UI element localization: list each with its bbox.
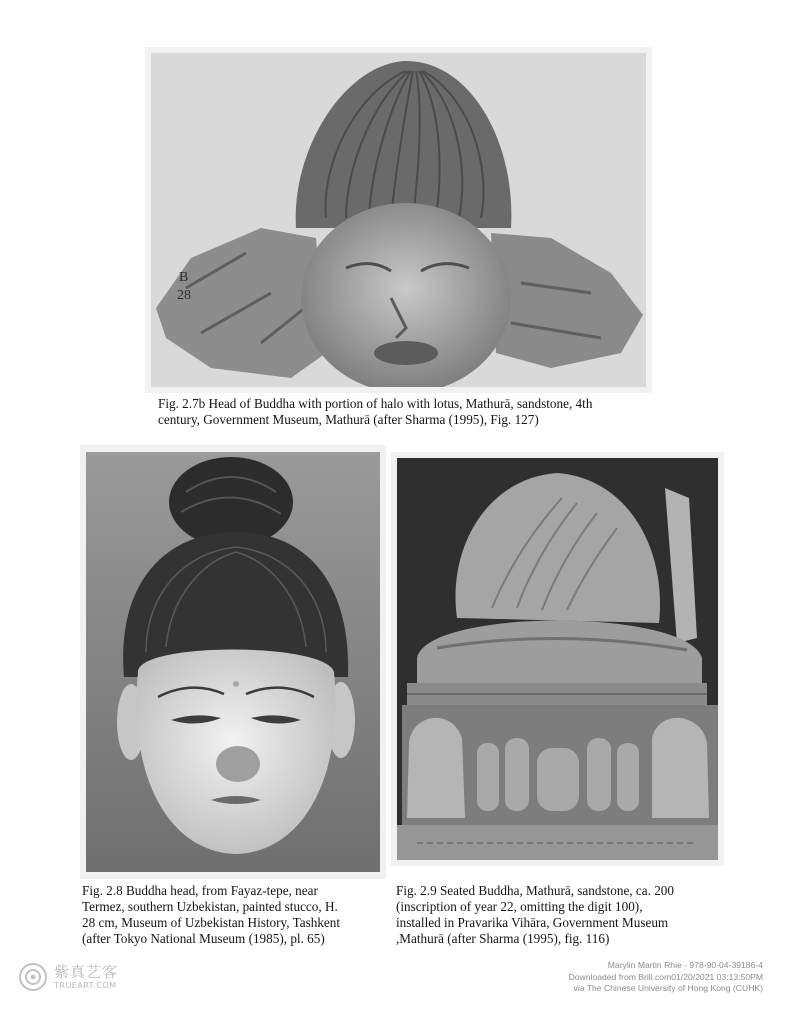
museum-mark-letter: B xyxy=(179,270,189,285)
footer-line: Downloaded from Brill.com01/20/2021 03:13:50PM xyxy=(568,971,763,982)
watermark-name-en: TRUEART.COM xyxy=(54,980,117,990)
caption-line: Termez, southern Uzbekistan, painted stucco, H. xyxy=(82,899,338,914)
caption-line: installed in Pravarika Vihāra, Government Museum xyxy=(396,915,669,930)
caption-line: Fig. 2.8 Buddha head, from Fayaz-tepe, near xyxy=(82,883,318,898)
footer-line: via The Chinese University of Hong Kong (CUHK) xyxy=(573,983,763,993)
download-footer xyxy=(569,960,763,995)
figure-2-9-photo xyxy=(397,458,718,860)
caption-line: ,Mathurā (after Sharma (1995), fig. 116) xyxy=(396,931,610,946)
watermark-name-cn: 紫真艺客 xyxy=(54,962,119,981)
figure-2-7b-caption xyxy=(158,396,648,428)
caption-line: 28 cm, Museum of Uzbekistan History, Tashkent xyxy=(82,915,341,930)
caption-line: Fig. 2.7b Head of Buddha with portion of halo with lotus, Mathurā, sandstone, 4th xyxy=(158,396,593,411)
figure-2-8-photo xyxy=(86,452,380,872)
caption-line: century, Government Museum, Mathurā (after Sharma (1995), Fig. 127) xyxy=(158,412,539,427)
watermark xyxy=(18,962,118,992)
caption-line: (inscription of year 22, omitting the digit 100), xyxy=(396,899,643,914)
museum-mark-number: 28 xyxy=(177,288,191,303)
figure-2-8-caption xyxy=(82,883,386,947)
footer-line: Marylin Martin Rhie - 978-90-04-39186-4 xyxy=(607,960,763,970)
figure-2-7b-photo xyxy=(151,53,646,387)
caption-line: (after Tokyo National Museum (1985), pl. 65) xyxy=(82,931,325,946)
caption-line: Fig. 2.9 Seated Buddha, Mathurā, sandstone, ca. 200 xyxy=(396,883,674,898)
figure-2-9-caption xyxy=(396,883,721,947)
watermark-logo-icon xyxy=(18,962,48,992)
